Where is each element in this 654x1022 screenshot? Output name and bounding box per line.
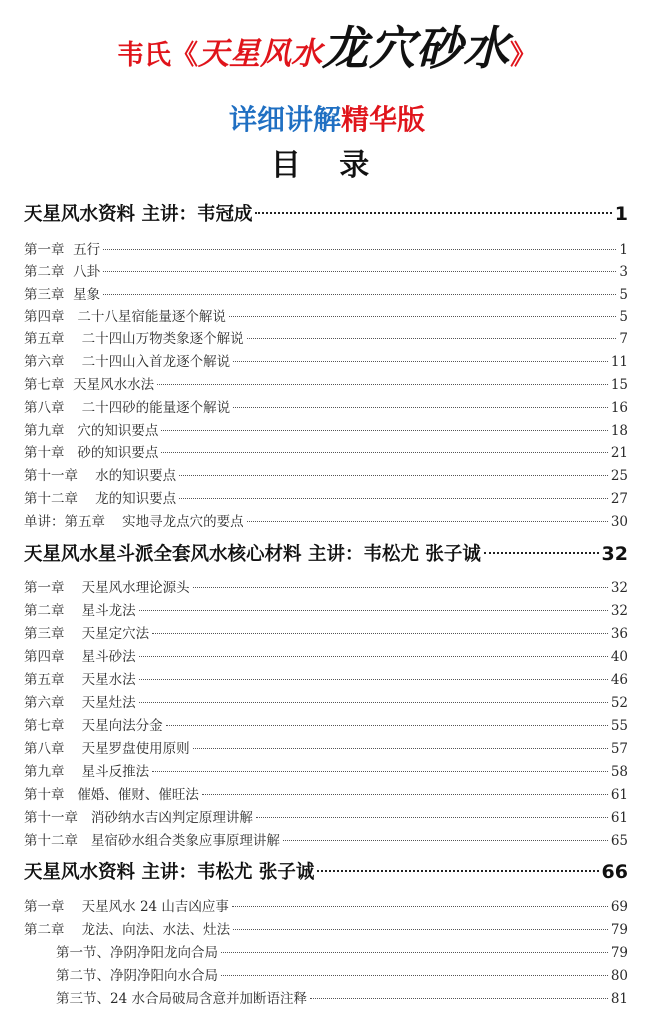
chapter-page: 40 (610, 649, 628, 665)
leader-dots (233, 407, 608, 408)
leader-dots (233, 361, 608, 362)
leader-dots (484, 552, 599, 554)
chapter-title: 二十四砂的能量逐个解说 (81, 400, 231, 416)
chapter-number: 第十章 (24, 445, 65, 461)
chapter-title: 消砂纳水吉凶判定原理讲解 (90, 810, 253, 826)
chapter-title: 星斗反推法 (81, 764, 150, 780)
subtitle-blue: 详细讲解 (228, 103, 341, 136)
chapter-number: 第一章 (24, 580, 65, 596)
toc-entry (24, 373, 628, 393)
leader-dots (233, 929, 608, 930)
chapter-number: 第四章 (24, 309, 65, 325)
chapter-title: 天星风水水法 (73, 377, 155, 393)
chapter-title: 水的知识要点 (95, 468, 177, 484)
chapter-page: 61 (610, 787, 628, 803)
toc-entry (24, 622, 628, 642)
toc-subentry (56, 964, 628, 984)
document-subtitle (0, 100, 654, 140)
toc-heading: 目 录 (270, 148, 384, 183)
chapter-number: 第十二章 (24, 491, 78, 507)
chapter-page: 61 (610, 810, 628, 826)
chapter-title: 天星风水 24 山吉凶应事 (81, 899, 229, 915)
chapter-page: 7 (619, 331, 628, 347)
chapter-title: 天星定穴法 (81, 626, 150, 642)
subsection-page: 80 (610, 968, 628, 984)
leader-dots (247, 521, 608, 522)
toc-entry (24, 576, 628, 596)
toc-entry (24, 668, 628, 688)
section-page: 66 (601, 861, 628, 883)
leader-dots (179, 475, 608, 476)
chapter-number: 第十章 (24, 787, 65, 803)
leader-dots (232, 906, 608, 907)
chapter-number: 第一章 (24, 899, 65, 915)
toc-entry (24, 441, 628, 461)
chapter-page: 79 (610, 922, 628, 938)
section-page: 32 (601, 543, 628, 565)
chapter-page: 1 (619, 242, 628, 258)
chapter-title: 催婚、催财、催旺法 (77, 787, 199, 803)
toc-entry (24, 350, 628, 370)
leader-dots (229, 316, 617, 317)
title-prefix: 韦氏《 (117, 40, 198, 71)
chapter-title: 龙法、向法、水法、灶法 (81, 922, 231, 938)
toc-entry (24, 419, 628, 439)
toc-section-3 (24, 858, 628, 884)
chapter-title: 五行 (73, 242, 101, 258)
toc-entry (24, 806, 628, 826)
chapter-number: 第二章 (24, 264, 65, 280)
chapter-number: 第九章 (24, 764, 65, 780)
chapter-title: 星斗龙法 (81, 603, 136, 619)
chapter-title: 二十八星宿能量逐个解说 (77, 309, 226, 325)
chapter-number: 第三章 (24, 626, 65, 642)
chapter-page: 32 (610, 580, 628, 596)
chapter-title: 实地寻龙点穴的要点 (122, 514, 244, 530)
leader-dots (157, 384, 608, 385)
chapter-number: 第七章 (24, 718, 65, 734)
toc-entry (24, 305, 628, 325)
title-series: 天星风水 (198, 36, 322, 72)
chapter-number: 第二章 (24, 603, 65, 619)
leader-dots (317, 870, 598, 872)
chapter-page: 36 (610, 626, 628, 642)
toc-entry (24, 760, 628, 780)
chapter-number: 第十二章 (24, 833, 78, 849)
chapter-title: 天星向法分金 (81, 718, 163, 734)
leader-dots (139, 702, 608, 703)
chapter-title: 二十四山万物类象逐个解说 (81, 331, 244, 347)
chapter-page: 55 (610, 718, 628, 734)
section-title: 天星风水星斗派全套风水核心材料 主讲：韦松尤 张子诚 (24, 544, 481, 565)
toc-entry (24, 691, 628, 711)
leader-dots (103, 271, 616, 272)
toc-entry (24, 895, 628, 915)
chapter-title: 砂的知识要点 (77, 445, 159, 461)
section-page: 1 (614, 203, 628, 225)
chapter-page: 69 (610, 899, 628, 915)
chapter-number: 第八章 (24, 400, 65, 416)
chapter-page: 15 (610, 377, 628, 393)
toc-entry (24, 464, 628, 484)
leader-dots (103, 249, 616, 250)
chapter-page: 52 (610, 695, 628, 711)
toc-entry (24, 283, 628, 303)
document-title (0, 20, 654, 80)
toc-entry (24, 783, 628, 803)
chapter-page: 21 (610, 445, 628, 461)
chapter-title: 龙的知识要点 (95, 491, 177, 507)
chapter-number: 第四章 (24, 649, 65, 665)
chapter-page: 18 (610, 423, 628, 439)
leader-dots (202, 794, 608, 795)
toc-section-1 (24, 200, 628, 226)
leader-dots (310, 998, 608, 999)
chapter-number: 第六章 (24, 354, 65, 370)
chapter-page: 46 (610, 672, 628, 688)
chapter-title: 星斗砂法 (81, 649, 136, 665)
leader-dots (152, 771, 608, 772)
leader-dots (255, 212, 611, 214)
chapter-number: 单讲：第五章 (24, 514, 105, 530)
chapter-number: 第五章 (24, 331, 65, 347)
toc-subentry (56, 987, 628, 1007)
chapter-number: 第八章 (24, 741, 65, 757)
toc-entry (24, 829, 628, 849)
chapter-page: 57 (610, 741, 628, 757)
chapter-page: 58 (610, 764, 628, 780)
section-title: 天星风水资料 主讲：韦松尤 张子诚 (24, 862, 315, 883)
leader-dots (152, 633, 608, 634)
toc-entry (24, 510, 628, 530)
leader-dots (139, 610, 608, 611)
leader-dots (247, 338, 617, 339)
chapter-title: 八卦 (73, 264, 101, 280)
chapter-number: 第三章 (24, 287, 65, 303)
section-title: 天星风水资料 主讲：韦冠成 (24, 204, 253, 225)
chapter-number: 第五章 (24, 672, 65, 688)
leader-dots (193, 587, 608, 588)
title-main: 龙穴砂水 (322, 21, 510, 75)
leader-dots (161, 430, 607, 431)
chapter-title: 二十四山入首龙逐个解说 (81, 354, 231, 370)
chapter-page: 5 (619, 287, 628, 303)
toc-entry (24, 487, 628, 507)
subsection-title: 第三节、24 水合局破局含意并加断语注释 (56, 991, 307, 1007)
chapter-title: 天星水法 (81, 672, 136, 688)
chapter-page: 16 (610, 400, 628, 416)
chapter-number: 第十一章 (24, 810, 78, 826)
chapter-title: 天星灶法 (81, 695, 136, 711)
chapter-number: 第十一章 (24, 468, 78, 484)
chapter-title: 星象 (73, 287, 101, 303)
subsection-title: 第一节、净阴净阳龙向合局 (56, 945, 218, 961)
leader-dots (221, 952, 608, 953)
toc-entry (24, 396, 628, 416)
subsection-page: 81 (610, 991, 628, 1007)
leader-dots (179, 498, 608, 499)
chapter-title: 穴的知识要点 (77, 423, 159, 439)
leader-dots (193, 748, 608, 749)
subsection-page: 79 (610, 945, 628, 961)
chapter-number: 第九章 (24, 423, 65, 439)
subsection-title: 第二节、净阴净阳向水合局 (56, 968, 218, 984)
toc-subentry (56, 941, 628, 961)
chapter-page: 30 (610, 514, 628, 530)
chapter-page: 25 (610, 468, 628, 484)
chapter-number: 第二章 (24, 922, 65, 938)
chapter-page: 65 (610, 833, 628, 849)
chapter-page: 11 (610, 354, 628, 370)
leader-dots (161, 452, 607, 453)
chapter-number: 第六章 (24, 695, 65, 711)
toc-section-2 (24, 540, 628, 566)
toc-entry (24, 599, 628, 619)
chapter-page: 32 (610, 603, 628, 619)
chapter-number: 第一章 (24, 242, 65, 258)
chapter-page: 3 (619, 264, 628, 280)
toc-entry (24, 737, 628, 757)
toc-entry (24, 260, 628, 280)
leader-dots (139, 656, 608, 657)
toc-entry (24, 327, 628, 347)
leader-dots (283, 840, 608, 841)
subtitle-red: 精华版 (341, 103, 426, 136)
chapter-page: 5 (619, 309, 628, 325)
toc-entry (24, 238, 628, 258)
toc-entry (24, 645, 628, 665)
leader-dots (256, 817, 608, 818)
leader-dots (103, 294, 616, 295)
toc-entry (24, 918, 628, 938)
leader-dots (139, 679, 608, 680)
leader-dots (166, 725, 608, 726)
chapter-title: 星宿砂水组合类象应事原理讲解 (90, 833, 280, 849)
title-suffix: 》 (510, 40, 537, 71)
chapter-page: 27 (610, 491, 628, 507)
chapter-title: 天星罗盘使用原则 (81, 741, 190, 757)
leader-dots (221, 975, 608, 976)
chapter-number: 第七章 (24, 377, 65, 393)
toc-entry (24, 714, 628, 734)
chapter-title: 天星风水理论源头 (81, 580, 190, 596)
